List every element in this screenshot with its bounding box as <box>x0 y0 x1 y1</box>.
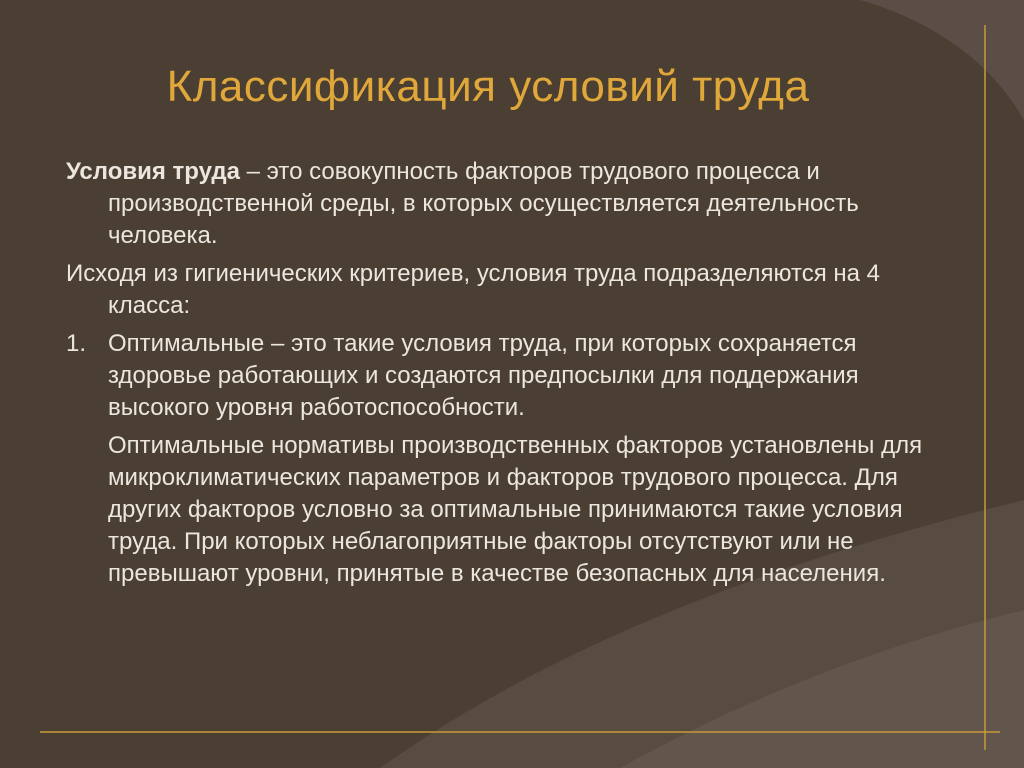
definition-text: – это совокупность факторов трудового процесса и производственной среды, в которых осуществляется деятельность человека. <box>108 158 859 249</box>
definition-term: Условия труда <box>66 158 240 185</box>
list-item <box>66 328 946 424</box>
list-item-text: Оптимальные – это такие условия труда, при которых сохраняется здоровье работающих и создаются предпосылки для поддержания высокого уровня работоспособности. <box>108 330 859 421</box>
note-paragraph: Оптимальные нормативы производственных факторов установлены для микроклиматических параметров и факторов трудового процесса. Для других факторов условно за оптимальные принимаются такие условия труда. При которых неблагоприятные факторы отсутствуют или не превышают уровни, принятые в качестве безопасных для населения. <box>108 432 923 587</box>
list-item-number: 1. <box>66 330 87 357</box>
intro-paragraph: Исходя из гигиенических критериев, условия труда подразделяются на 4 класса: <box>66 260 881 319</box>
slide-title: Классификация условий труда <box>166 62 810 111</box>
definition-paragraph <box>66 156 946 252</box>
slide-content <box>66 156 946 590</box>
